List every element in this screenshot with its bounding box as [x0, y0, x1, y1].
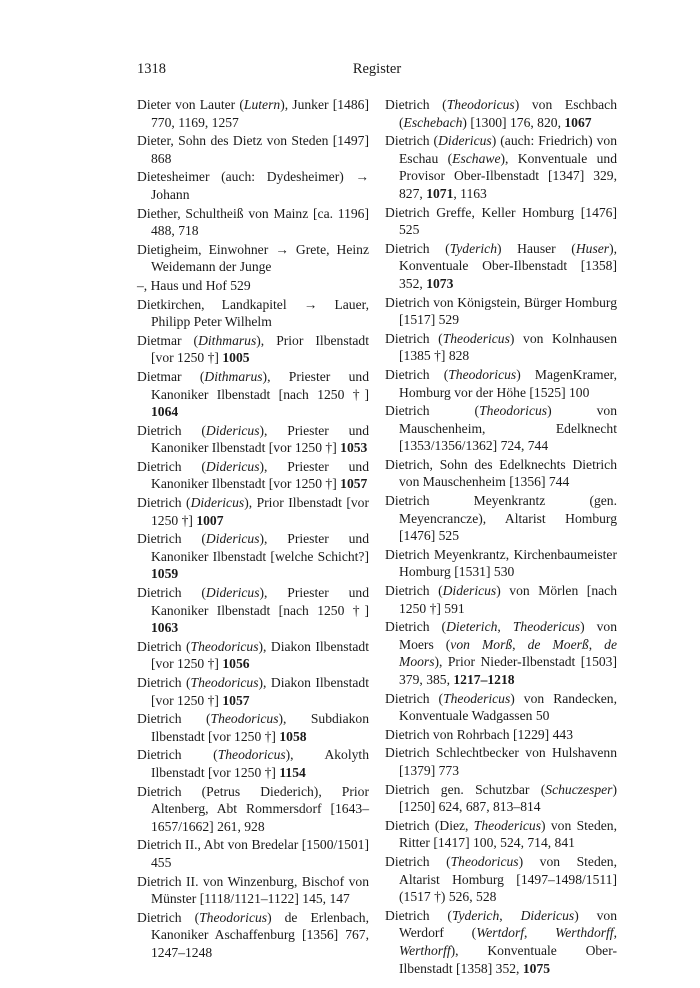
register-entry: Dietrich (Theodoricus) von Eschbach (Eschebach) [1300] 176, 820, 1067 [385, 97, 617, 130]
register-entry: Dietrich (Diez, Theodericus) von Steden, Ritter [1417] 100, 524, 714, 841 [385, 817, 617, 851]
register-entry: Dietrich gen. Schutzbar (Schuczesper) [1250] 624, 687, 813–814 [385, 781, 617, 815]
register-entry: Dietrich (Theodericus) von Kolnhausen [1385 †] 828 [385, 330, 617, 364]
register-entry: Dietrich, Sohn des Edelknechts Dietrich von Mauschenheim [1356] 744 [385, 456, 617, 490]
register-entry: Dietrich (Tyderich, Didericus) von Werdorf (Wertdorf, Werthdorff, Werthorff), Konventuale Ober-Ilbenstadt [1358] 352, 1075 [385, 907, 617, 976]
register-entry: Dietrich (Theodoricus), Subdiakon Ilbenstadt [vor 1250 †] 1058 [137, 711, 369, 744]
register-entry: Diether, Schultheiß von Mainz [ca. 1196] 488, 718 [137, 205, 369, 239]
register-entry: Dietrich (Didericus), Priester und Kanoniker Ilbenstadt [vor 1250 †] 1057 [137, 458, 369, 492]
register-entry: Dietrich Meyenkrantz (gen. Meyencrancze), Altarist Homburg [1476] 525 [385, 493, 617, 544]
register-entry: Dietmar (Dithmarus), Prior Ilbenstadt [vor 1250 †] 1005 [137, 332, 369, 366]
register-entry: Dietkirchen, Landkapitel → Lauer, Philipp Peter Wilhelm [137, 296, 369, 330]
register-column-left [137, 96, 369, 963]
register-entry: Dietrich (Dieterich, Theodericus) von Moers (von Morß, de Moerß, de Moors), Prior Nieder-Ilbenstadt [1503] 379, 385, 1217–1218 [385, 619, 617, 687]
register-entry: Dieter, Sohn des Dietz von Steden [1497] 868 [137, 133, 369, 166]
register-entry: Dietrich (Theodericus) von Randecken, Konventuale Wadgassen 50 [385, 690, 617, 724]
register-entry: Dietrich Schlechtbecker von Hulshavenn [1379] 773 [385, 745, 617, 778]
page-header [137, 61, 617, 81]
register-entry: Dietrich Meyenkrantz, Kirchenbaumeister Homburg [1531] 530 [385, 546, 617, 580]
register-entry: Dietrich (Theodoricus) de Erlenbach, Kanoniker Aschaffenburg [1356] 767, 1247–1248 [137, 909, 370, 960]
register-entry: Dietesheimer (auch: Dydesheimer) → Johann [137, 169, 369, 202]
register-entry: Dietrich (Didericus), Priester und Kanoniker Ilbenstadt [nach 1250 †] 1063 [137, 585, 369, 636]
register-entry: Dietrich (Didericus), Prior Ilbenstadt [vor 1250 †] 1007 [137, 495, 370, 528]
register-entry: Dietrich (Didericus), Priester und Kanoniker Ilbenstadt [welche Schicht?] 1059 [137, 531, 369, 582]
register-entry: Dietrich (Theodoricus) von Mauschenheim, Edelknecht [1353/1356/1362] 724, 744 [385, 403, 617, 454]
register-column-right [385, 96, 617, 978]
register-entry: Dietrich (Theodoricus), Diakon Ilbenstadt [vor 1250 †] 1056 [137, 638, 369, 672]
register-entry: Dietrich (Didericus) (auch: Friedrich) von Eschau (Eschawe), Konventuale und Provisor Ober-Ilbenstadt [1347] 329, 827, 1071, 1163 [385, 133, 618, 201]
register-entry: Dietrich (Petrus Diederich), Prior Altenberg, Abt Rommersdorf [1643–1657/1662] 261, 928 [137, 783, 369, 834]
register-entry: Dietrich (Theodoricus) von Steden, Altarist Homburg [1497–1498/1511] (1517 †) 526, 528 [385, 853, 617, 905]
running-head: Register [352, 61, 402, 77]
page-number: 1318 [137, 61, 166, 77]
register-entry: Dietmar (Dithmarus), Priester und Kanoniker Ilbenstadt [nach 1250 †] 1064 [137, 368, 369, 420]
register-entry: –, Haus und Hof 529 [137, 277, 251, 293]
register-entry: Dietrich II., Abt von Bredelar [1500/1501] 455 [137, 837, 369, 870]
register-entry: Dietrich (Tyderich) Hauser (Huser), Konventuale Ober-Ilbenstadt [1358] 352, 1073 [385, 240, 617, 291]
register-entry: Dietrich von Rohrbach [1229] 443 [385, 726, 574, 742]
register-entry: Dietrich (Theodoricus) MagenKramer, Homburg vor der Höhe [1525] 100 [385, 366, 617, 400]
register-entry: Dietrich Greffe, Keller Homburg [1476] 525 [385, 204, 617, 238]
register-entry: Dieter von Lauter (Lutern), Junker [1486] 770, 1169, 1257 [137, 97, 369, 130]
register-entry: Dietigheim, Einwohner → Grete, Heinz Weidemann der Junge [137, 241, 369, 275]
register-entry: Dietrich (Didericus), Priester und Kanoniker Ilbenstadt [vor 1250 †] 1053 [137, 422, 369, 456]
register-entry: Dietrich II. von Winzenburg, Bischof von Münster [1118/1121–1122] 145, 147 [137, 873, 369, 907]
register-entry: Dietrich von Königstein, Bürger Homburg [1517] 529 [385, 294, 617, 328]
register-entry: Dietrich (Theodoricus), Akolyth Ilbenstadt [vor 1250 †] 1154 [137, 747, 369, 780]
register-entry: Dietrich (Theodoricus), Diakon Ilbenstadt [vor 1250 †] 1057 [137, 675, 369, 708]
register-entry: Dietrich (Didericus) von Mörlen [nach 1250 †] 591 [385, 583, 617, 616]
